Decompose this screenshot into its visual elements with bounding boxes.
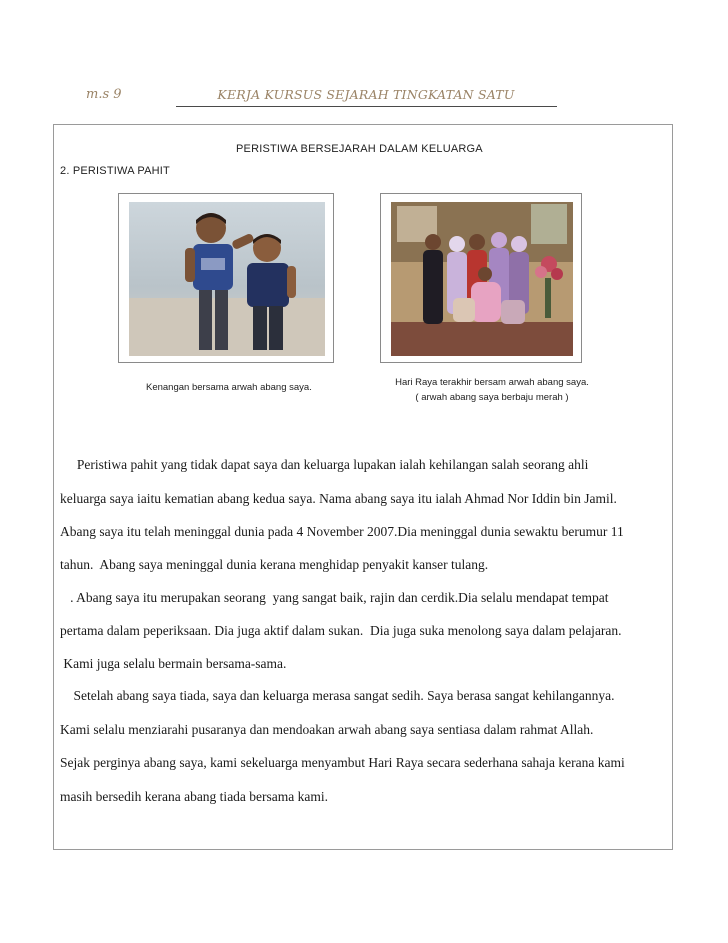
body-line: Abang saya itu telah meninggal dunia pada 4 November 2007.Dia meninggal dunia sewaktu berumur 11 [60, 524, 624, 539]
section-subtitle: 2. PERISTIWA PAHIT [60, 165, 170, 177]
body-line: pertama dalam peperiksaan. Dia juga aktif dalam sukan. Dia juga suka menolong saya dalam pelajaran. [60, 623, 622, 638]
body-line: keluarga saya iaitu kematian abang kedua saya. Nama abang saya itu ialah Ahmad Nor Iddin bin Jamil. [60, 491, 617, 506]
photo-brothers [118, 193, 334, 363]
section-title: PERISTIWA BERSEJARAH DALAM KELUARGA [236, 143, 483, 155]
body-line: Kami selalu menziarahi pusaranya dan mendoakan arwah abang saya sentiasa dalam rahmat Allah. [60, 722, 594, 737]
page-label: m.s 9 [86, 87, 122, 102]
header-title: KERJA KURSUS SEJARAH TINGKATAN SATU [217, 87, 515, 102]
header-underline [176, 106, 557, 107]
body-line: Kami juga selalu bermain bersama-sama. [60, 656, 287, 671]
body-line: masih bersedih kerana abang tiada bersama kami. [60, 789, 329, 804]
photo-caption-family-line2: ( arwah abang saya berbaju merah ) [415, 392, 569, 403]
body-line: Peristiwa pahit yang tidak dapat saya dan keluarga lupakan ialah kehilangan salah seorang ahli [60, 457, 589, 472]
body-line: Sejak perginya abang saya, kami sekeluarga menyambut Hari Raya secara sederhana sahaja kerana kami [60, 755, 625, 770]
body-line: . Abang saya itu merupakan seorang yang sangat baik, rajin dan cerdik.Dia selalu mendapat tempat [60, 590, 609, 605]
body-line: Setelah abang saya tiada, saya dan keluarga merasa sangat sedih. Saya berasa sangat kehilangannya. [60, 688, 615, 703]
body-line: tahun. Abang saya meninggal dunia kerana menghidap penyakit kanser tulang. [60, 557, 489, 572]
photo-caption-brothers: Kenangan bersama arwah abang saya. [146, 382, 312, 393]
photo-family-hari-raya [380, 193, 582, 363]
photo-caption-family-line1: Hari Raya terakhir bersam arwah abang saya. [395, 377, 589, 388]
